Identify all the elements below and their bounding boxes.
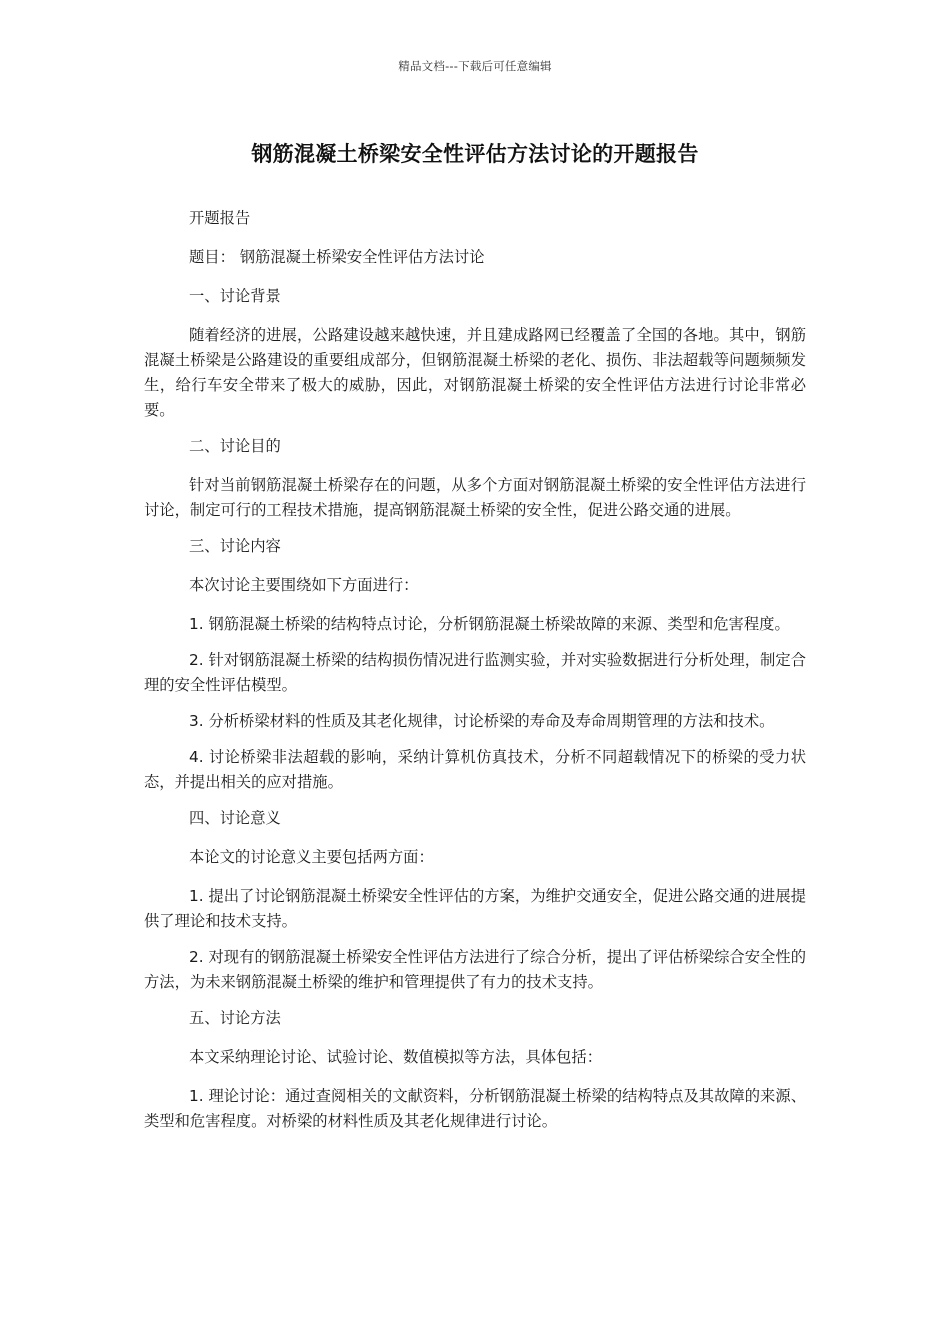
method-intro: 本文采纳理论讨论、试验讨论、数值模拟等方法，具体包括： [189, 1048, 603, 1066]
content-item-4: 4. 讨论桥梁非法超载的影响，采纳计算机仿真技术，分析不同超载情况下的桥梁的受力状态，并提出相关的应对措施。 [144, 748, 806, 791]
significance-item-1: 1. 提出了讨论钢筋混凝土桥梁安全性评估的方案，为维护交通安全，促进公路交通的进展提供了理论和技术支持。 [144, 887, 806, 930]
section-heading-purpose: 二、讨论目的 [189, 437, 281, 455]
section-heading-background: 一、讨论背景 [189, 287, 281, 305]
background-paragraph: 随着经济的进展，公路建设越来越快速，并且建成路网已经覆盖了全国的各地。其中，钢筋混凝土桥梁是公路建设的重要组成部分，但钢筋混凝土桥梁的老化、损伤、非法超载等问题频频发生，给行车安全带来了极大的威胁，因此，对钢筋混凝土桥梁的安全性评估方法进行讨论非常必要。 [144, 326, 806, 419]
section-heading-method: 五、讨论方法 [189, 1009, 281, 1027]
page-header-watermark: 精品文档---下载后可任意编辑 [398, 59, 552, 73]
section-heading-significance: 四、讨论意义 [189, 809, 281, 827]
section-heading-content: 三、讨论内容 [189, 537, 281, 555]
content-item-3: 3. 分析桥梁材料的性质及其老化规律，讨论桥梁的寿命及寿命周期管理的方法和技术。 [189, 712, 775, 730]
method-item-1: 1. 理论讨论：通过查阅相关的文献资料，分析钢筋混凝土桥梁的结构特点及其故障的来源、类型和危害程度。对桥梁的材料性质及其老化规律进行讨论。 [144, 1087, 806, 1130]
content-item-1: 1. 钢筋混凝土桥梁的结构特点讨论，分析钢筋混凝土桥梁故障的来源、类型和危害程度。 [189, 615, 790, 633]
content-intro: 本次讨论主要围绕如下方面进行： [189, 576, 419, 594]
purpose-paragraph: 针对当前钢筋混凝土桥梁存在的问题，从多个方面对钢筋混凝土桥梁的安全性评估方法进行讨论，制定可行的工程技术措施，提高钢筋混凝土桥梁的安全性，促进公路交通的进展。 [144, 476, 806, 519]
report-label: 开题报告 [189, 209, 251, 227]
significance-intro: 本论文的讨论意义主要包括两方面： [189, 848, 434, 866]
document-body [144, 206, 806, 1145]
content-item-2: 2. 针对钢筋混凝土桥梁的结构损伤情况进行监测实验，并对实验数据进行分析处理，制定合理的安全性评估模型。 [144, 651, 806, 694]
significance-item-2: 2. 对现有的钢筋混凝土桥梁安全性评估方法进行了综合分析，提出了评估桥梁综合安全性的方法，为未来钢筋混凝土桥梁的维护和管理提供了有力的技术支持。 [144, 948, 806, 991]
topic-line: 题目： 钢筋混凝土桥梁安全性评估方法讨论 [189, 248, 485, 266]
document-title: 钢筋混凝土桥梁安全性评估方法讨论的开题报告 [251, 142, 699, 166]
